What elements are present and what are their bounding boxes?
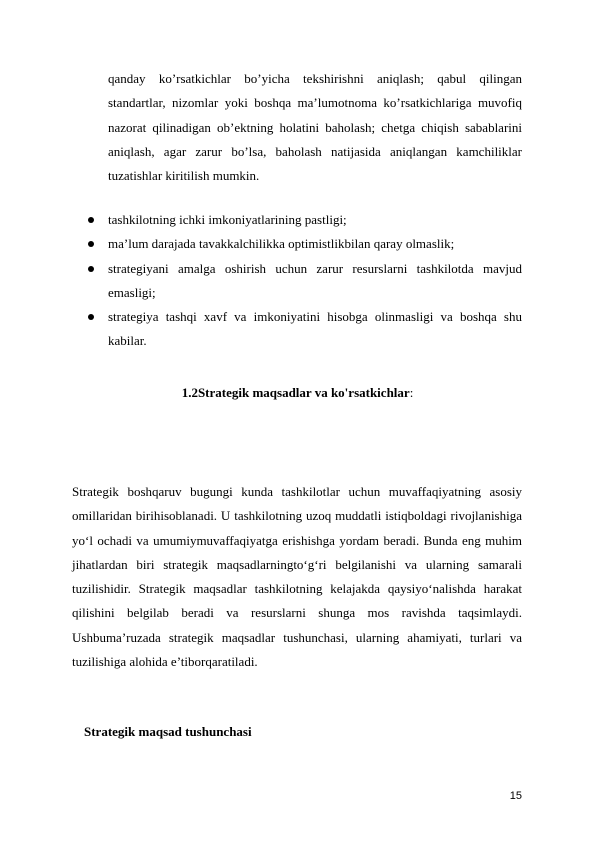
list-item-text: strategiyani amalga oshirish uchun zarur resurslarni tashkilotda mavjud emasligi;: [108, 260, 522, 300]
bullet-dot-icon: [88, 217, 94, 223]
subheading: Strategik maqsad tushunchasi: [84, 724, 252, 739]
bullet-dot-icon: [88, 266, 94, 272]
page-number: 15: [509, 790, 522, 802]
list-item: [58, 208, 522, 232]
list-item-text: strategiya tashqi xavf va imkoniyatini hisobga olinmasligi va boshqa shu kabilar.: [108, 309, 522, 349]
continuation-paragraph: qanday ko’rsatkichlar bo’yicha tekshirishni aniqlash; qabul qilingan standartlar, nizomlar yoki boshqa ma’lumotnoma ko’rsatkichlariga muvofiq nazorat qilinadigan ob’ektning holatini baholash; chetga chiqish sabablarini aniqlash, agar zarur bo’lsa, baholash natijasida aniqlangan kamchiliklar tuzatishlar kiritilish mumkin.: [108, 71, 522, 184]
list-item: [58, 257, 522, 306]
bullet-list: [58, 208, 522, 354]
section-heading: [0, 383, 595, 403]
list-item-text: tashkilotning ichki imkoniyatlarining pastligi;: [108, 212, 347, 227]
section-heading-text: 1.2Strategik maqsadlar va ko'rsatkichlar: [181, 385, 410, 400]
bullet-dot-icon: [88, 314, 94, 320]
list-item-text: ma’lum darajada tavakkalchilikka optimistlikbilan qaray olmaslik;: [108, 236, 455, 252]
section-heading-suffix: :: [409, 385, 414, 400]
bullet-dot-icon: [88, 241, 94, 247]
main-paragraph: Strategik boshqaruv bugungi kunda tashkilotlar uchun muvaffaqiyatning asosiy omillaridan birihisoblanadi. U tashkilotning uzoq muddatli istiqboldagi rivojlanishiga yo‘l ochadi va umumiymuvaffaqiyatga erishishga yordam beradi. Bunda eng muhim jihatlardan biri strategik maqsadlarningto‘g‘ri belgilanishi va ularning samarali tuzilishidir. Strategik maqsadlar tashkilotning kelajakda qaysiyo‘nalishda harakat qilishini belgilab beradi va resurslarni shunga mos ravishda taqsimlaydi. Ushbuma’ruzada strategik maqsadlar tushunchasi, ularning ahamiyati, turlari va tuzilishiga alohida e’tiborqaratiladi.: [72, 484, 522, 670]
list-item: [58, 305, 522, 354]
list-item: [58, 232, 522, 256]
